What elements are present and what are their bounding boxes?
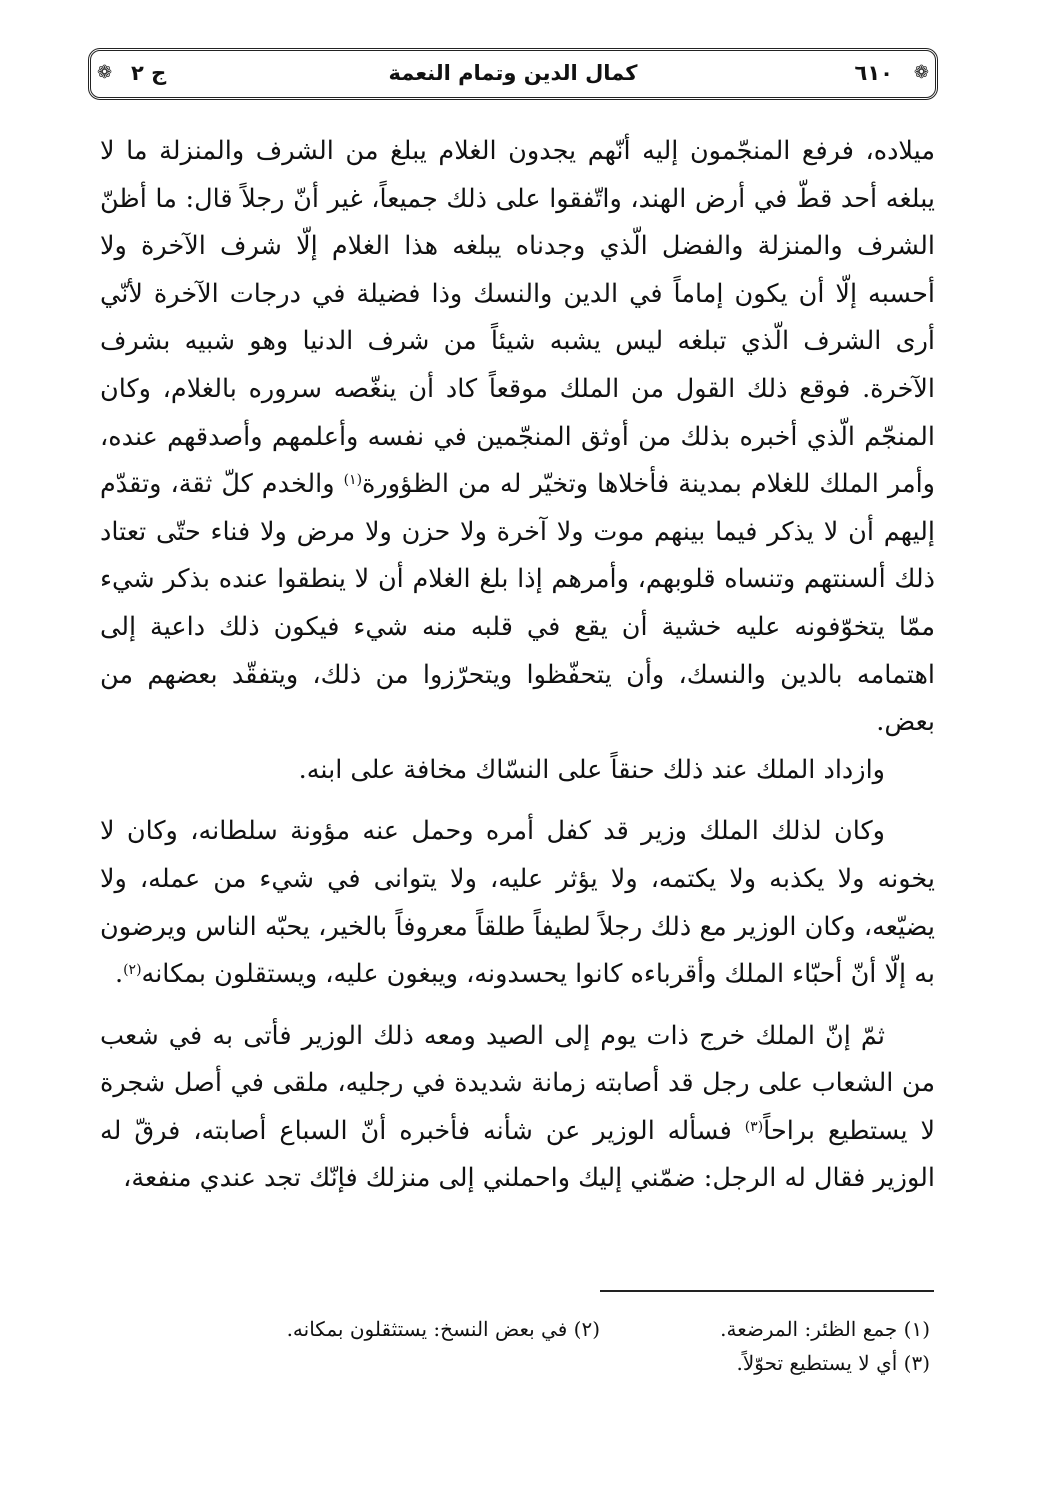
volume-label: ج ٢	[131, 61, 167, 85]
footnote-1: (١) جمع الظئر: المرضعة.	[720, 1317, 930, 1341]
paragraph-3-text-b: .	[114, 959, 124, 990]
running-title: كمال الدين وتمام النعمة	[388, 61, 638, 85]
page-number: ٦١٠	[854, 61, 893, 85]
footnote-row	[100, 1346, 930, 1380]
footnote-ref-3: (٣)	[744, 1118, 764, 1135]
page-header	[88, 48, 938, 100]
footnotes	[100, 1312, 930, 1380]
paragraph-3-text-a: وكان لذلك الملك وزير قد كفل أمره وحمل عنه مؤونة سلطانه، وكان لا يخونه ولا يكذبه ولا يكتمه، ولا يؤثر عليه، ولا يتوانى في شيء من عمله، ولا يضيّعه، وكان الوزير مع ذلك رجلاً لطيفاً طلقاً معروفاً بالخير، يحبّه الناس ويرضون به إلّا أنّ أحبّاء الملك وأقرباءه كانوا يحسدونه، ويبغون عليه، ويستقلون بمكانه	[100, 816, 935, 990]
footnote-2: (٢) في بعض النسخ: يستثقلون بمكانه.	[286, 1317, 600, 1341]
main-text	[100, 128, 935, 1203]
paragraph-1-text-b: والخدم كلّ ثقة، وتقدّم إليهم أن لا يذكر فيما بينهم موت ولا آخرة ولا حزن ولا مرض ولا فناء حتّى تعتاد ذلك ألسنتهم وتنساه قلوبهم، وأمرهم إذا بلغ الغلام أن لا ينطقوا عنده بذكر شيء ممّا يتخوّفونه عليه خشية أن يقع في قلبه منه شيء فيكون ذلك داعية إلى اهتمامه بالدين والنسك، وأن يتحفّظوا ويتحرّزوا من ذلك، ويتفقّد بعضهم من بعض.	[100, 469, 935, 738]
paragraph-1	[100, 128, 935, 747]
header-ornament-right-icon: ❁	[913, 62, 929, 83]
footnote-ref-2: (٢)	[123, 962, 142, 979]
paragraph-4-text-a: ثمّ إنّ الملك خرج ذات يوم إلى الصيد ومعه ذلك الوزير فأتى به في شعب من الشعاب على رجل قد أصابته زمانة شديدة في رجليه، ملقى في أصل شجرة لا يستطيع براحاً	[100, 1020, 936, 1146]
footnote-row	[100, 1312, 930, 1346]
footnote-ref-1: (١)	[343, 472, 363, 489]
paragraph-2: وازداد الملك عند ذلك حنقاً على النسّاك مخافة على ابنه.	[298, 754, 885, 785]
paragraph-4-text-b: فسأله الوزير عن شأنه فأخبره أنّ السباع أصابته، فرقّ له الوزير فقال له الرجل: ضمّني إليك واحملني إلى منزلك فإنّك تجد عندي منفعة،	[100, 1115, 935, 1194]
footnote-divider	[600, 1290, 934, 1292]
paragraph-1-text-a: ميلاده، فرفع المنجّمون إليه أنّهم يجدون الغلام يبلغ من الشرف والمنزلة ما لا يبلغه أحد قطّ في أرض الهند، واتّفقوا على ذلك جميعاً، غير أنّ رجلاً قال: ما أظنّ الشرف والمنزلة والفضل الّذي وجدناه يبلغه هذا الغلام إلّا شرف الآخرة ولا أحسبه إلّا أن يكون إماماً في الدين والنسك وذا فضيلة في درجات الآخرة لأنّي أرى الشرف الّذي تبلغه ليس يشبه شيئاً من شرف الدنيا وهو شبيه بشرف الآخرة. فوقع ذلك القول من الملك موقعاً كاد أن ينغّصه سروره بالغلام، وكان المنجّم الّذي أخبره بذلك من أوثق المنجّمين في نفسه وأعلمهم وأصدقهم عنده، وأمر الملك للغلام بمدينة فأخلاها وتخيّر له من الظؤورة	[100, 136, 936, 500]
footnote-3: (٣) أي لا يستطيع تحوّلاً.	[736, 1351, 930, 1375]
header-ornament-left-icon: ❁	[97, 62, 113, 83]
paragraph-3	[100, 808, 935, 998]
paragraph-4	[100, 1013, 935, 1203]
